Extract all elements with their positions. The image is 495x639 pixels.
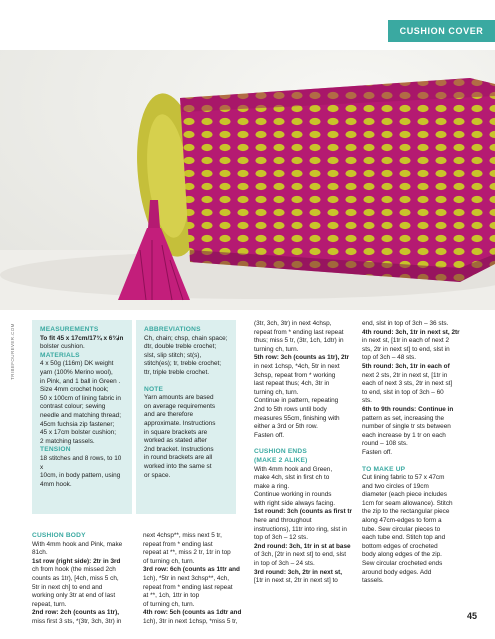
body-line: of turning ch, turn. <box>143 557 195 565</box>
materials-line: 4 x 50g (116m) DK weight <box>40 360 114 368</box>
makeup-line: and two circles of 19cm <box>362 482 429 490</box>
makeup-line: body along edges of the zip. <box>362 551 442 559</box>
ends-column <box>254 320 366 586</box>
body-line: 5tr in next ch] to end and <box>32 583 103 591</box>
makeup-line: each tube end. Stitch top and <box>362 534 446 542</box>
body-line: repeat from * ending last repeat <box>143 583 233 591</box>
note-line: in round brackets are all <box>144 454 213 462</box>
note-line: and are therefore <box>144 411 194 419</box>
abbreviations-heading: ABBREVIATIONS <box>144 326 201 333</box>
body-line: working only 3tr at end of last <box>32 592 116 600</box>
ends-line: make 4ch, slst in first ch to <box>254 474 330 482</box>
makeup-line: diameter (each piece includes <box>362 491 447 499</box>
body-line: 4th row: 5ch (counts as 1dtr and <box>143 609 242 617</box>
makeup-line: tassels. <box>362 577 384 585</box>
body-line: 5th row: 3ch (counts as 1tr), 2tr <box>254 354 350 362</box>
ends-line: of 3ch, [2tr in next st] to end, slst <box>254 551 346 559</box>
ends-line: 4th round: 3ch, 1tr in next st, 2tr <box>362 328 460 336</box>
ends-line: 3rd round: 3ch, 2tr in next st, <box>254 568 343 576</box>
note-line: Yarn amounts are based <box>144 394 214 402</box>
body-line: 2nd row: 2ch (counts as 1tr), <box>32 609 119 617</box>
body-line: thus; miss 5 tr, (3tr, 1ch, 1dtr) in <box>254 337 344 345</box>
photo-credit: TRIBEFOUREVER.COM <box>10 323 15 380</box>
measurements-heading: MEASUREMENTS <box>40 326 99 333</box>
ends-line: instructions), 11tr into ring, slst in <box>254 525 347 533</box>
body-line: With 4mm hook and Pink, make <box>32 540 123 548</box>
cushion-body-heading: CUSHION BODY <box>32 532 86 539</box>
cushion-illustration <box>0 50 495 310</box>
body-line: repeat from * ending last <box>143 540 213 548</box>
abbr-line: stitch(es); tr, treble crochet; <box>144 360 222 368</box>
body-line: 3chsp, repeat from * working <box>254 371 336 379</box>
ends-line: 2nd round: 3ch, 1tr in st at base <box>254 542 351 550</box>
note-line: 2nd bracket. Instructions <box>144 445 214 453</box>
make-up-heading: TO MAKE UP <box>362 465 406 473</box>
body-line: repeat from * ending last repeat <box>254 328 344 336</box>
body-line: at **, 1ch, 1ttr in top <box>143 592 200 600</box>
note-heading: NOTE <box>144 385 164 393</box>
materials-heading: MATERIALS <box>40 351 80 359</box>
ends-line: each of next 3 sts, 2tr in next st] <box>362 380 453 388</box>
tension-line: 18 stitches and 8 rows, to 10 x <box>40 454 122 471</box>
ends-line: make a ring. <box>254 482 290 490</box>
makeup-line: Cut lining fabric to 57 x 47cm <box>362 474 445 482</box>
ends-line: round – 108 sts. <box>362 440 408 448</box>
body-line: turning ch, turn. <box>254 388 299 396</box>
materials-panel <box>32 320 132 514</box>
ends-line: pattern as set, increasing the <box>362 414 445 422</box>
ends-line: sts, 2tr in next st] to end, slst in <box>362 345 450 353</box>
ends-line: in next st, [1tr in each of next 2 <box>362 337 450 345</box>
note-line: worked as stated after <box>144 437 207 445</box>
makeup-line: along 47cm-edges to form a <box>362 517 442 525</box>
makeup-line: Sew circular crocheted ends <box>362 560 443 568</box>
ends-line: to end, slst in top of 3ch – 60 <box>362 388 444 396</box>
abbreviations-panel <box>136 320 236 514</box>
abbr-line: dtr, double treble crochet; <box>144 343 217 351</box>
makeup-line: 1cm for seam allowance). Stitch <box>362 499 453 507</box>
body-line: in next 1chsp, *4ch, 5tr in next <box>254 362 340 370</box>
makeup-line: tube. Sew circular pieces to <box>362 525 441 533</box>
body-line: ch from hook (the missed 2ch <box>32 566 116 574</box>
measurements-line: bolster cushion. <box>40 343 85 351</box>
ends-line: top of 3ch – 48 sts. <box>362 354 416 362</box>
materials-line: Size 4mm crochet hook; <box>40 386 109 394</box>
note-line: worked into the same st <box>144 462 212 470</box>
body-line: repeat at **, miss 2 tr, 1tr in top <box>143 549 231 557</box>
body-line: 3rd row: 6ch (counts as 1ttr and <box>143 566 240 574</box>
body-line: next 4chsp**, miss next 5 tr, <box>143 532 222 539</box>
makeup-line: the zip to the rectangular piece <box>362 508 450 516</box>
body-line: of turning ch, turn. <box>143 600 195 608</box>
note-line: or space. <box>144 471 171 479</box>
ends-line: top of 3ch – 12 sts. <box>254 534 308 542</box>
ends-line: in top of 3ch – 24 sts. <box>254 560 315 568</box>
materials-line: 45 x 17cm bolster cushion; <box>40 429 117 437</box>
note-line: on average requirements <box>144 402 216 410</box>
body-line: Continue in pattern, repeating <box>254 397 339 405</box>
ends-line: sts. <box>362 397 372 405</box>
materials-line: 45cm fuchsia zip fastener; <box>40 420 115 428</box>
note-line: in square brackets are <box>144 428 208 436</box>
body-line: last repeat thus; 4ch, 3tr in <box>254 380 330 388</box>
page-number: 45 <box>466 611 477 621</box>
body-line: 1st row (right side): 2tr in 3rd <box>32 557 121 565</box>
ends-line: number of single tr sts between <box>362 423 451 431</box>
abbr-line: Ch, chain; chsp, chain space; <box>144 334 228 342</box>
body-line: repeat, turn. <box>32 600 67 608</box>
ends-line: here and throughout <box>254 517 312 525</box>
tension-heading: TENSION <box>40 446 71 454</box>
body-line: either a 3rd or 5th row. <box>254 423 318 431</box>
body-line: counts as 1tr), [4ch, miss 5 ch, <box>32 574 119 582</box>
abbr-line: ttr, triple treble crochet. <box>144 368 209 376</box>
ends-line: end, slst in top of 3ch – 36 sts. <box>362 320 449 327</box>
ends-line: [1tr in next st, 2tr in next st] to <box>254 577 338 585</box>
body-line: Fasten off. <box>254 431 285 439</box>
measurements-line: To fit 45 x 17cm/17¾ x 6¾in <box>40 334 124 342</box>
ends-line: with right side always facing. <box>254 499 335 507</box>
cushion-ends-subheading: (MAKE 2 ALIKE) <box>254 456 308 464</box>
materials-line: in Pink, and 1 ball in Green . <box>40 377 121 385</box>
makeup-line: bottom edges of crocheted <box>362 542 438 550</box>
note-line: approximate. Instructions <box>144 419 216 427</box>
makeup-line: around body edges. Add <box>362 568 432 576</box>
body-line: 81ch. <box>32 549 48 557</box>
materials-line: needle and matching thread; <box>40 411 122 419</box>
materials-line: 2 matching tassels. <box>40 437 95 445</box>
ends-line: With 4mm hook and Green, <box>254 465 333 473</box>
body-line: (3tr, 3ch, 3tr) in next 4chsp, <box>254 320 332 327</box>
cushion-photo <box>0 50 495 310</box>
abbr-line: slst, slip stitch; st(s), <box>144 351 202 359</box>
body-line: 1ch), *5tr in next 3chsp**, 4ch, <box>143 574 229 582</box>
cushion-ends-heading: CUSHION ENDS <box>254 448 307 456</box>
ends-line: 1st round: 3ch (counts as first tr <box>254 508 353 516</box>
body-line: 1ch), 3tr in next 1chsp, *miss 5 tr, <box>143 617 238 625</box>
materials-line: contrast colour; sewing <box>40 403 106 411</box>
make-up-column <box>362 320 480 586</box>
body-line: miss first 3 sts, *(3tr, 3ch, 3tr) in <box>32 617 122 625</box>
ends-line: Continue working in rounds <box>254 491 332 499</box>
ends-line: 5th round: 3ch, 1tr in each of <box>362 362 450 370</box>
body-continued <box>143 532 243 627</box>
ends-line: Fasten off. <box>362 448 393 456</box>
materials-line: yarn (100% Merino wool), <box>40 368 113 376</box>
cushion-body-section <box>32 532 137 627</box>
tension-line: 4mm hook. <box>40 480 72 488</box>
materials-line: 50 x 100cm of lining fabric in <box>40 394 121 402</box>
body-line: 2nd to 5th rows until body <box>254 405 327 413</box>
body-line: measures 55cm, finishing with <box>254 414 340 422</box>
ends-line: 6th to 9th rounds: Continue in <box>362 405 454 413</box>
ends-line: each increase by 1 tr on each <box>362 431 446 439</box>
tension-line: 10cm, in body pattern, using <box>40 472 121 480</box>
section-banner: CUSHION COVER <box>388 20 495 42</box>
ends-line: next 2 sts, 2tr in next st, [1tr in <box>362 371 448 379</box>
body-line: turning ch, turn. <box>254 345 299 353</box>
